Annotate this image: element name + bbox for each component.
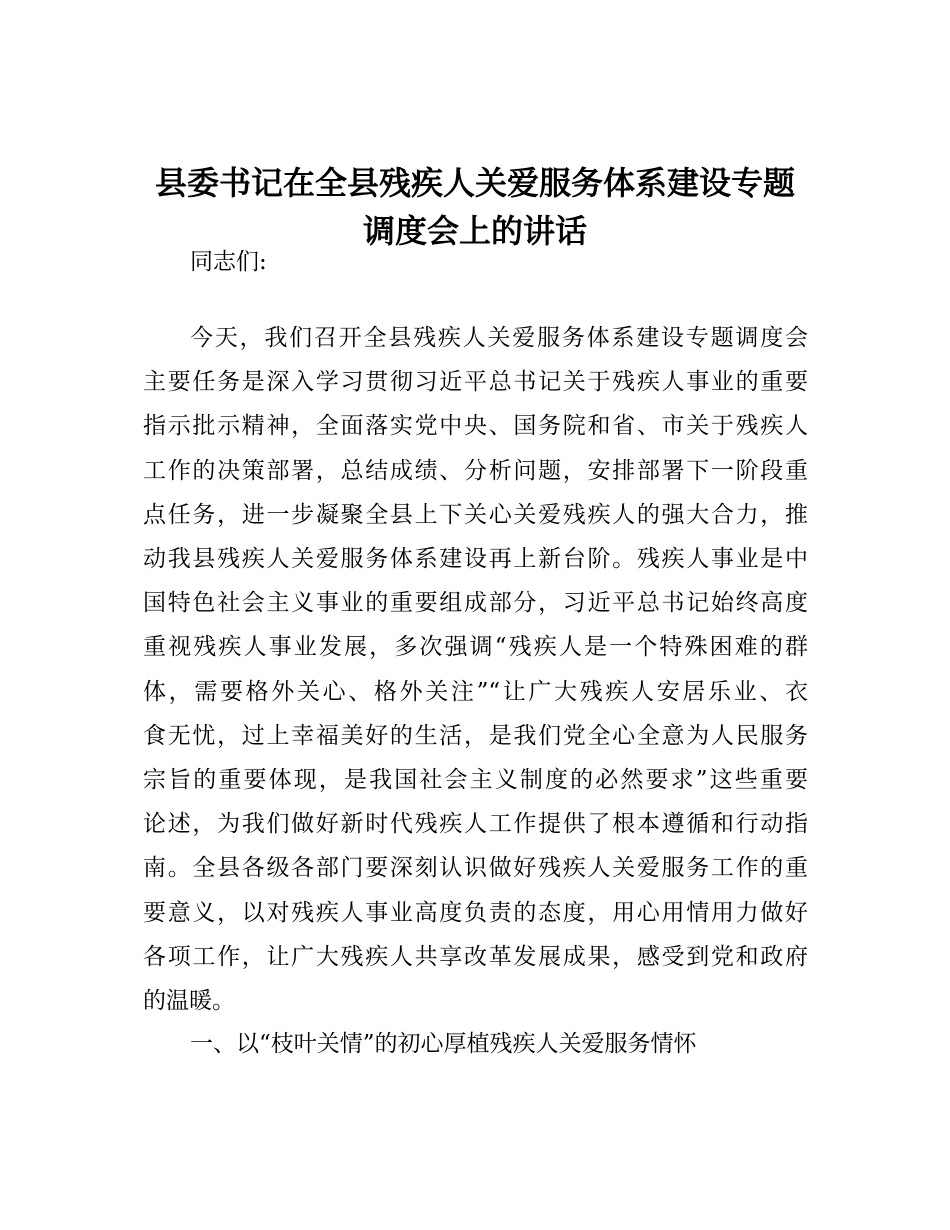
paragraph-line: 食无忧，过上幸福美好的生活，是我们党全心全意为人民服务 bbox=[143, 722, 808, 749]
paragraph-line: 指示批示精神，全面落实党中央、国务院和省、市关于残疾人 bbox=[143, 413, 808, 440]
title-line-2: 调度会上的讲话 bbox=[362, 212, 587, 250]
paragraph-line: 要意义，以对残疾人事业高度负责的态度，用心用情用力做好 bbox=[143, 899, 808, 926]
paragraph-line: 今天，我们召开全县残疾人关爱服务体系建设专题调度会 bbox=[190, 325, 808, 351]
paragraph-line: 的温暖。 bbox=[143, 988, 235, 1014]
title-line-1: 县委书记在全县残疾人关爱服务体系建设专题 bbox=[154, 164, 795, 202]
paragraph-line: 宗旨的重要体现，是我国社会主义制度的必然要求”这些重要 bbox=[143, 767, 808, 793]
paragraph-line: 国特色社会主义事业的重要组成部分，习近平总书记始终高度 bbox=[143, 590, 808, 617]
paragraph-line: 南。全县各级各部门要深刻认识做好残疾人关爱服务工作的重 bbox=[143, 855, 808, 882]
paragraph-line: 动我县残疾人关爱服务体系建设再上新台阶。残疾人事业是中 bbox=[143, 546, 808, 572]
paragraph-line: 论述，为我们做好新时代残疾人工作提供了根本遵循和行动指 bbox=[143, 811, 808, 838]
paragraph-line: 体，需要格外关心、格外关注”“让广大残疾人安居乐业、衣 bbox=[143, 678, 808, 705]
paragraph-line: 工作的决策部署，总结成绩、分析问题，安排部署下一阶段重 bbox=[143, 457, 808, 484]
salutation: 同志们: bbox=[190, 249, 267, 275]
paragraph-line: 主要任务是深入学习贯彻习近平总书记关于残疾人事业的重要 bbox=[143, 369, 808, 396]
paragraph-line: 各项工作，让广大残疾人共享改革发展成果，感受到党和政府 bbox=[143, 943, 808, 970]
paragraph-line: 重视残疾人事业发展，多次强调“残疾人是一个特殊困难的群 bbox=[143, 634, 808, 661]
section-heading-1: 一、以“枝叶关情”的初心厚植残疾人关爱服务情怀 bbox=[190, 1031, 697, 1057]
paragraph-line: 点任务，进一步凝聚全县上下关心关爱残疾人的强大合力，推 bbox=[143, 501, 808, 528]
